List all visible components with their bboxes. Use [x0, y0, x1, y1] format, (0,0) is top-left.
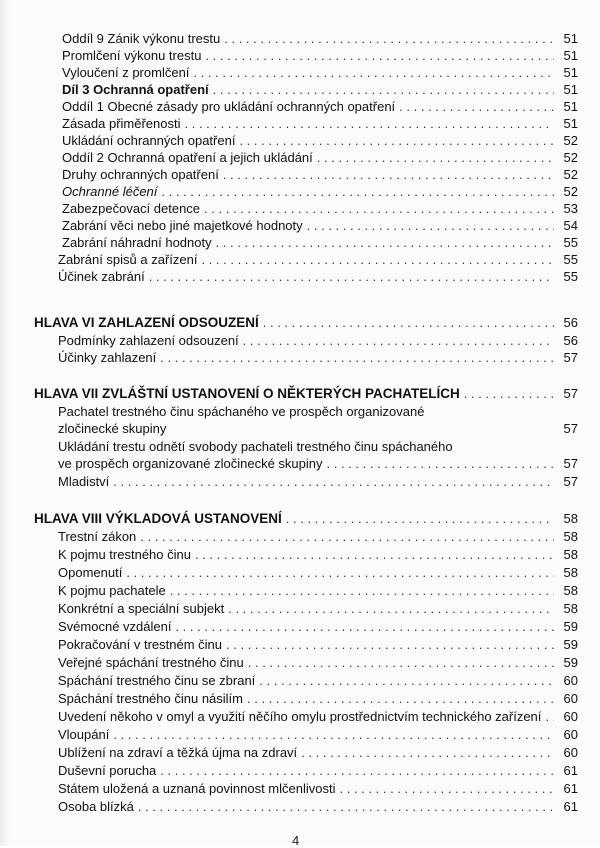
- toc-entry-page: 61: [563, 763, 578, 778]
- toc-entry-title-line: Pachatel trestného činu spáchaného ve prospěch organizované: [58, 404, 425, 419]
- toc-entry: [62, 200, 578, 217]
- toc-entry-page: 57: [563, 386, 578, 401]
- toc-entry-title: Svémocné vzdálení: [58, 619, 172, 634]
- leader-dots: [185, 115, 555, 132]
- toc-entry-page: 58: [563, 547, 578, 562]
- toc-entry-title: Duševní porucha: [58, 763, 157, 778]
- leader-dots: [226, 636, 554, 653]
- toc-entry-title: HLAVA VII ZVLÁŠTNÍ USTANOVENÍ O NĚKTERÝCH PACHATELÍCH: [34, 386, 460, 401]
- leader-dots: [204, 200, 554, 217]
- toc-entry-page: 52: [563, 167, 578, 182]
- toc-entry-title: K pojmu pachatele: [58, 583, 166, 598]
- toc-entry-page: 58: [563, 529, 578, 544]
- leader-dots: [301, 744, 554, 761]
- toc-entry: [58, 582, 578, 599]
- toc-entry-page: 52: [563, 150, 578, 165]
- toc-entry-page: 58: [563, 583, 578, 598]
- toc-entry: [58, 744, 578, 761]
- toc-entry: [58, 546, 578, 563]
- leader-dots: [126, 564, 554, 581]
- toc-entry-page: 57: [563, 421, 578, 436]
- toc-entry-title: Zabrání náhradní hodnoty: [62, 235, 212, 250]
- toc-entry: [58, 780, 578, 797]
- leader-dots: [205, 47, 554, 64]
- toc-entry-title: Oddíl 9 Zánik výkonu trestu: [62, 31, 221, 46]
- leader-dots: [259, 672, 554, 689]
- toc-entry: [62, 115, 578, 132]
- toc-entry: [58, 672, 578, 689]
- toc-entry-title: Spáchání trestného činu násilím: [58, 691, 243, 706]
- toc-entry-title: Zabrání věci nebo jiné majetkové hodnoty: [62, 218, 303, 233]
- toc-entry-page: 51: [563, 116, 578, 131]
- toc-entry: [62, 149, 578, 166]
- toc-entry-page: 51: [563, 48, 578, 63]
- toc-entry-page: 57: [563, 474, 578, 489]
- toc-entry-page: 57: [563, 350, 578, 365]
- toc-entry-title: Druhy ochranných opatření: [62, 167, 219, 182]
- leader-dots: [201, 251, 554, 268]
- leader-dots: [464, 385, 554, 402]
- leader-dots: [113, 473, 554, 490]
- toc-entry: [58, 600, 578, 617]
- toc-entry: [62, 183, 578, 200]
- leader-dots: [307, 217, 554, 234]
- toc-entry-title: Účinek zabrání: [58, 269, 145, 284]
- toc-entry-title: Ochranné léčení: [62, 184, 158, 199]
- toc-entry-title: Uvedení někoho v omyl a využití něčího omylu prostřednictvím technického zařízení: [58, 709, 542, 724]
- toc-entry-title: Zabrání spisů a zařízení: [58, 252, 198, 267]
- toc-entry-page: 61: [563, 799, 578, 814]
- leader-dots: [160, 349, 554, 366]
- toc-entry-page: 56: [563, 315, 578, 330]
- toc-entry: [58, 618, 578, 635]
- toc-entry: [58, 420, 578, 437]
- page-gutter-shadow: [0, 0, 10, 846]
- toc-entry-page: 58: [563, 511, 578, 526]
- toc-entry: [62, 234, 578, 251]
- leader-dots: [243, 332, 554, 349]
- toc-entry-page: 55: [563, 269, 578, 284]
- toc-entry-page: 59: [563, 619, 578, 634]
- leader-dots: [248, 654, 554, 671]
- toc-entry: [62, 47, 578, 64]
- toc-chapter-heading: [34, 385, 578, 402]
- leader-dots: [239, 132, 554, 149]
- toc-entry-title: Pokračování v trestném činu: [58, 637, 223, 652]
- leader-dots: [247, 690, 554, 707]
- toc-chapter-heading: [34, 510, 578, 527]
- toc-entry-page: 51: [563, 82, 578, 97]
- toc-entry: [58, 708, 578, 725]
- leader-dots: [223, 166, 554, 183]
- leader-dots: [161, 183, 554, 200]
- leader-dots: [340, 780, 555, 797]
- toc-entry: [58, 798, 578, 815]
- toc-entry-title: zločinecké skupiny: [58, 421, 167, 436]
- toc-entry-page: 60: [563, 691, 578, 706]
- toc-entry-title: Opomenutí: [58, 565, 123, 580]
- toc-entry-page: 58: [563, 601, 578, 616]
- toc-entry: [58, 455, 578, 472]
- toc-entry-title: Podmínky zahlazení odsouzení: [58, 333, 239, 348]
- toc-entry-title: Mladiství: [58, 474, 110, 489]
- toc-entry-title: Účinky zahlazení: [58, 350, 157, 365]
- toc-entry-title: Ublížení na zdraví a těžká újma na zdraví: [58, 745, 298, 760]
- toc-entry: [58, 654, 578, 671]
- page-number: 4: [292, 833, 300, 848]
- toc-entry-title: Trestní zákon: [58, 529, 137, 544]
- leader-dots: [140, 528, 554, 545]
- toc-entry-page: 52: [563, 133, 578, 148]
- toc-entry-page: 55: [563, 235, 578, 250]
- toc-entry-title: Konkrétní a speciální subjekt: [58, 601, 225, 616]
- toc-entry: [62, 217, 578, 234]
- leader-dots: [160, 762, 554, 779]
- toc-entry-page: 61: [563, 781, 578, 796]
- toc-entry: [58, 349, 578, 366]
- toc-entry-title: Oddíl 2 Ochranná opatření a jejich ukládání: [62, 150, 313, 165]
- toc-entry-title: HLAVA VI ZAHLAZENÍ ODSOUZENÍ: [34, 315, 259, 330]
- leader-dots: [286, 510, 554, 527]
- toc-entry: [58, 251, 578, 268]
- toc-entry-title: Osoba blízká: [58, 799, 134, 814]
- toc-entry: [62, 30, 578, 47]
- toc-entry-page: 60: [563, 727, 578, 742]
- toc-chapter-heading: [34, 314, 578, 331]
- toc-entry-title: Ukládání ochranných opatření: [62, 133, 236, 148]
- toc-entry: [58, 332, 578, 349]
- leader-dots: [213, 81, 554, 98]
- toc-entry-page: 60: [563, 709, 578, 724]
- toc-entry-title: Spáchání trestného činu se zbraní: [58, 673, 256, 688]
- toc-entry-page: 59: [563, 655, 578, 670]
- leader-dots: [193, 64, 554, 81]
- toc-entry-page: 51: [563, 65, 578, 80]
- toc-entry: [62, 166, 578, 183]
- toc-entry: [58, 528, 578, 545]
- toc-entry-page: 51: [563, 31, 578, 46]
- toc-entry-page: 56: [563, 333, 578, 348]
- toc-entry-title: Státem uložená a uznaná povinnost mlčenlivosti: [58, 781, 336, 796]
- toc-entry: [58, 690, 578, 707]
- leader-dots: [170, 582, 554, 599]
- toc-entry-title: Vloupání: [58, 727, 110, 742]
- leader-dots: [216, 234, 554, 251]
- toc-entry: [62, 98, 578, 115]
- leader-dots: [327, 455, 555, 472]
- toc-entry-page: 57: [563, 456, 578, 471]
- toc-entry: [62, 132, 578, 149]
- toc-entry-title: Vyloučení z promlčení: [62, 65, 190, 80]
- toc-entry: [58, 268, 578, 285]
- toc-entry-title-line: Ukládání trestu odnětí svobody pachateli trestného činu spáchaného: [58, 439, 453, 454]
- leader-dots: [138, 798, 554, 815]
- leader-dots: [113, 726, 554, 743]
- toc-entry: [58, 636, 578, 653]
- leader-dots: [224, 30, 554, 47]
- toc-entry-page: 52: [563, 184, 578, 199]
- leader-dots: [545, 708, 554, 725]
- toc-entry-page: 58: [563, 565, 578, 580]
- toc-entry-title: K pojmu trestného činu: [58, 547, 191, 562]
- toc-entry-page: 60: [563, 673, 578, 688]
- leader-dots: [175, 618, 554, 635]
- toc-entry: [58, 726, 578, 743]
- toc-entry-page: 53: [563, 201, 578, 216]
- toc-entry-title: Zabezpečovací detence: [62, 201, 201, 216]
- toc-entry: [62, 64, 578, 81]
- toc-part-heading: [62, 81, 578, 98]
- leader-dots: [149, 268, 554, 285]
- toc-entry-page: 60: [563, 745, 578, 760]
- toc-entry-page: 51: [563, 99, 578, 114]
- leader-dots: [317, 149, 554, 166]
- toc-entry-page: 59: [563, 637, 578, 652]
- toc-entry: [58, 473, 578, 490]
- leader-dots: [195, 546, 554, 563]
- toc-entry-title: Veřejné spáchání trestného činu: [58, 655, 244, 670]
- toc-entry-title: Zásada přiměřenosti: [62, 116, 181, 131]
- toc-entry-page: 54: [563, 218, 578, 233]
- toc-entry-title: Promlčení výkonu trestu: [62, 48, 202, 63]
- toc-entry-title: Oddíl 1 Obecné zásady pro ukládání ochranných opatření: [62, 99, 396, 114]
- toc-entry: [58, 564, 578, 581]
- toc-entry-title: Díl 3 Ochranná opatření: [62, 82, 209, 97]
- toc-entry-page: 55: [563, 252, 578, 267]
- leader-dots: [399, 98, 554, 115]
- toc-entry-title: HLAVA VIII VÝKLADOVÁ USTANOVENÍ: [34, 511, 282, 526]
- leader-dots: [263, 314, 554, 331]
- toc-entry-title: ve prospěch organizované zločinecké skupiny: [58, 456, 323, 471]
- toc-entry: [58, 762, 578, 779]
- leader-dots: [228, 600, 554, 617]
